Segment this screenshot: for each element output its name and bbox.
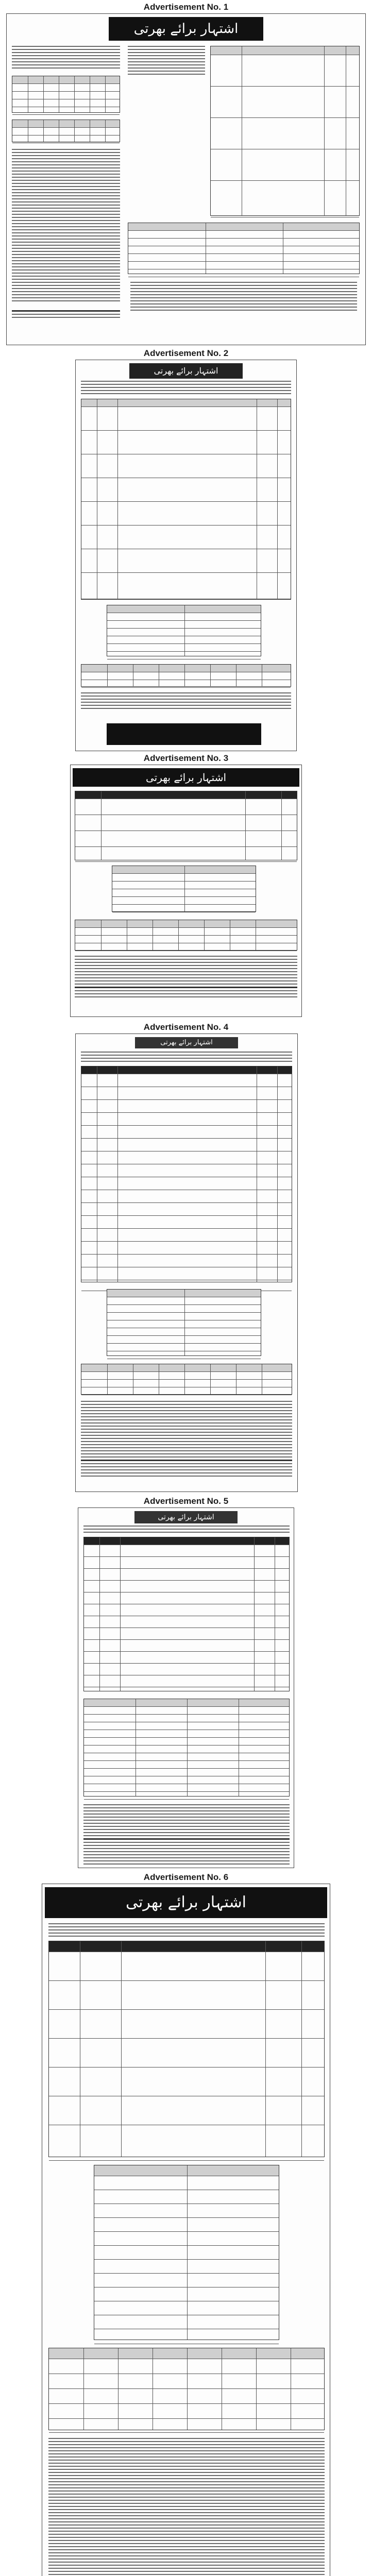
- ad3-posts-table: [75, 791, 297, 860]
- ad-clipping-4: [75, 1033, 298, 1492]
- ad1-signature: [12, 310, 120, 320]
- ad1-quota-table-1: [12, 76, 120, 113]
- ad6-intro: [48, 1923, 325, 1939]
- ad6-notes: [48, 2438, 325, 2576]
- ad2-posts-table: [81, 399, 291, 600]
- ad-heading-5: Advertisement No. 5: [143, 1496, 229, 1506]
- ad3-quota-table: [112, 866, 256, 912]
- ad5-posts-table: [83, 1537, 290, 1691]
- ad-banner-1: اشتہار برائے بھرتی: [109, 17, 263, 41]
- ad-banner-5: اشتہار برائے بھرتی: [134, 1511, 238, 1523]
- ad5-intro: [83, 1526, 290, 1535]
- ad4-notes: [81, 1401, 292, 1479]
- ad4-intro: [81, 1052, 292, 1064]
- ad2-intro: [81, 381, 291, 396]
- ad3-notes: [75, 956, 297, 999]
- ad-clipping-3: [70, 765, 302, 1017]
- ad-heading-6: Advertisement No. 6: [143, 1872, 229, 1882]
- ad-heading-4: Advertisement No. 4: [143, 1022, 229, 1032]
- ad4-posts-table: [81, 1066, 292, 1282]
- ad1-terms-text: [12, 149, 120, 303]
- ad5-notes: [83, 1804, 290, 1867]
- ad2-quota-table: [107, 605, 261, 656]
- ad3-domicile-table: [75, 920, 297, 951]
- ad-banner-6: اشتہار برائے بھرتی: [45, 1887, 327, 1918]
- ad6-domicile-table: [48, 2348, 325, 2430]
- ad1-notes: [130, 282, 357, 313]
- ad1-text-middle: [128, 46, 205, 77]
- ad2-footer-banner: [107, 723, 261, 745]
- ad2-domicile-table: [81, 664, 291, 687]
- ad-heading-3: Advertisement No. 3: [143, 753, 229, 763]
- ad6-quota-table: [94, 2165, 279, 2340]
- ad-clipping-1: [6, 13, 366, 345]
- ad1-text-left: [12, 46, 120, 71]
- ad-clipping-2: [75, 360, 297, 751]
- ad-clipping-6: [42, 1884, 330, 2576]
- ad-banner-3: اشتہار برائے بھرتی: [73, 768, 299, 787]
- ad1-posts-table: [210, 46, 360, 216]
- ad-banner-2: اشتہار برائے بھرتی: [129, 363, 243, 379]
- ad-heading-1: Advertisement No. 1: [143, 2, 229, 12]
- ad-heading-2: Advertisement No. 2: [143, 348, 229, 358]
- ad1-station-table: [128, 223, 360, 274]
- ad2-notes: [81, 692, 291, 711]
- ad5-quota-table: [83, 1699, 290, 1797]
- ad4-quota-table: [107, 1289, 261, 1356]
- ad4-domicile-table: [81, 1364, 292, 1395]
- ad-banner-4: اشتہار برائے بھرتی: [135, 1037, 238, 1048]
- ad-clipping-5: [78, 1507, 294, 1868]
- ad1-quota-table-2: [12, 120, 120, 142]
- ad6-posts-table: [48, 1941, 325, 2157]
